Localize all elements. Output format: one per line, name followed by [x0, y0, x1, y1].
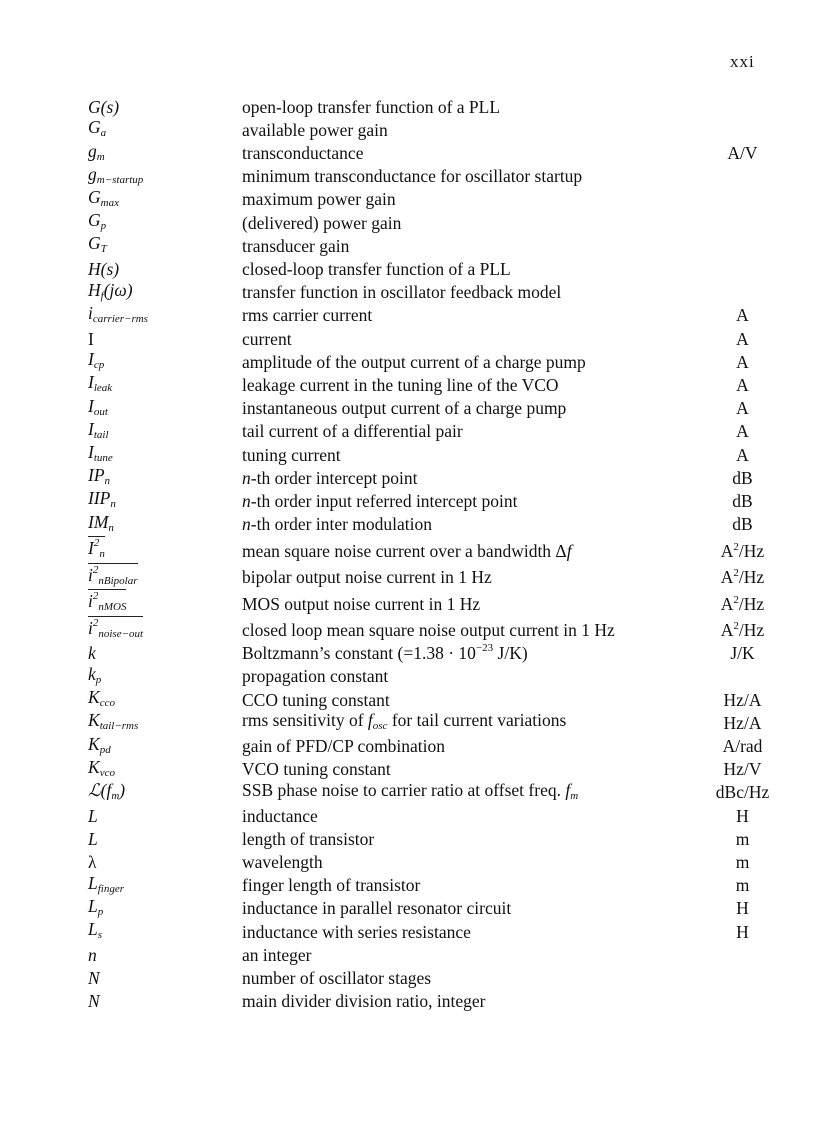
unit: m	[735, 875, 750, 896]
list-item	[88, 325, 788, 348]
description: transfer function in oscillator feedback model	[242, 282, 562, 303]
list-item	[88, 825, 788, 848]
list-item	[88, 394, 788, 417]
list-item	[88, 663, 788, 686]
symbol: $IM_n$	[88, 511, 114, 534]
description: current	[242, 328, 292, 349]
description: n-th order inter modulation	[242, 514, 433, 535]
symbol: $i_{carrier-rms}$	[88, 302, 148, 325]
symbol: $K_{vco}$	[88, 756, 115, 779]
description: mean square noise current over a bandwidth Δf	[242, 540, 572, 561]
symbol: $G_a$	[88, 117, 107, 140]
symbol: H(s)	[88, 259, 120, 279]
list-item	[88, 802, 788, 825]
symbol: $g_{m-startup}$	[88, 163, 144, 186]
unit: A	[736, 305, 749, 326]
symbol: $H_f(j\omega)$	[88, 279, 133, 302]
list-item	[88, 116, 788, 139]
symbol: $K_{cco}$	[88, 687, 115, 710]
list-item	[88, 163, 788, 186]
description: number of oscillator stages	[242, 967, 432, 988]
list-item	[88, 587, 788, 614]
unit: H	[736, 805, 749, 826]
unit: A	[736, 351, 749, 372]
symbol: λ	[88, 851, 97, 872]
unit: A	[736, 398, 749, 419]
unit: m	[735, 851, 750, 872]
symbol: $K_{pd}$	[88, 733, 111, 756]
description: finger length of transistor	[242, 875, 421, 896]
description: leakage current in the tuning line of the VCO	[242, 374, 559, 395]
description: tail current of a differential pair	[242, 421, 463, 442]
unit: dB	[732, 514, 753, 535]
list-item	[88, 418, 788, 441]
list-item	[88, 918, 788, 941]
unit: H	[736, 921, 749, 942]
symbol: $IP_n$	[88, 465, 111, 488]
list-item	[88, 640, 788, 663]
description: gain of PFD/CP combination	[242, 736, 446, 756]
symbol: I	[88, 328, 94, 349]
unit: H	[736, 898, 749, 919]
list-item	[88, 487, 788, 510]
description: (delivered) power gain	[242, 212, 402, 233]
symbol: $L_{finger}$	[88, 872, 125, 895]
unit: $A^2/Hz$	[720, 593, 765, 614]
description: inductance in parallel resonator circuit	[242, 898, 512, 919]
description: inductance	[242, 805, 318, 826]
symbol: $i^2_{noise-out}$	[88, 616, 144, 640]
unit: A/V	[727, 143, 758, 164]
list-item	[88, 510, 788, 533]
unit: dB	[732, 490, 753, 511]
list-item	[88, 534, 788, 561]
description: wavelength	[242, 851, 323, 872]
description: available power gain	[242, 119, 388, 140]
list-item	[88, 779, 788, 802]
list-item	[88, 848, 788, 871]
list-item	[88, 371, 788, 394]
unit: Hz/A	[723, 712, 762, 733]
unit: m	[735, 828, 750, 849]
list-item	[88, 464, 788, 487]
list-item	[88, 560, 788, 587]
unit: $A^2/Hz$	[720, 540, 765, 561]
unit: $A^2/Hz$	[720, 567, 765, 588]
unit: dB	[732, 467, 753, 488]
symbol: k	[88, 643, 96, 664]
list-item	[88, 255, 788, 278]
description: n-th order intercept point	[242, 467, 418, 488]
description: closed-loop transfer function of a PLL	[242, 259, 511, 279]
unit: J/K	[730, 643, 755, 664]
description: Boltzmann’s constant ($=1.38 \cdot 10^{-23}$ J/K)	[242, 642, 528, 664]
list-item	[88, 441, 788, 464]
unit: A	[736, 328, 749, 349]
symbol: $G_T$	[88, 233, 107, 256]
description: tuning current	[242, 444, 341, 465]
symbol: $K_{tail-rms}$	[88, 710, 139, 733]
description: VCO tuning constant	[242, 759, 391, 780]
unit: A/rad	[722, 736, 763, 756]
symbol: $G_p$	[88, 210, 107, 233]
description: main divider division ratio, integer	[242, 991, 486, 1012]
symbol: $I_{leak}$	[88, 372, 113, 395]
symbol: $G_{max}$	[88, 186, 119, 209]
description: propagation constant	[242, 666, 389, 687]
description: SSB phase noise to carrier ratio at offset freq. $f_m$	[242, 779, 579, 802]
symbol: $I^2_n$	[88, 537, 105, 561]
description: closed loop mean square noise output current in 1 Hz	[242, 620, 615, 641]
symbol: $ℒ(f_m)$	[88, 779, 126, 802]
list-item	[88, 232, 788, 255]
description: maximum power gain	[242, 189, 396, 210]
list-item	[88, 686, 788, 709]
symbol: $I_{tail}$	[88, 418, 109, 441]
symbol: $i^2_{nBipolar}$	[88, 563, 138, 587]
list-item	[88, 732, 788, 755]
list-item	[88, 895, 788, 918]
symbol: $I_{out}$	[88, 395, 108, 418]
description: minimum transconductance for oscillator startup	[242, 166, 583, 187]
symbol: $I_{cp}$	[88, 349, 105, 372]
description: length of transistor	[242, 828, 375, 849]
description: transducer gain	[242, 235, 350, 256]
symbol: N	[88, 991, 100, 1012]
page-number: xxi	[730, 52, 755, 71]
description: an integer	[242, 944, 312, 965]
list-item	[88, 139, 788, 162]
symbol: L	[88, 805, 98, 826]
symbol: G(s)	[88, 96, 120, 117]
list-item	[88, 93, 788, 116]
description: open-loop transfer function of a PLL	[242, 96, 501, 117]
description: inductance with series resistance	[242, 921, 471, 942]
list-item	[88, 987, 788, 1010]
symbol: $g_m$	[88, 140, 105, 163]
list-item	[88, 756, 788, 779]
symbol: $k_p$	[88, 663, 102, 686]
description: MOS output noise current in 1 Hz	[242, 593, 481, 614]
list-item	[88, 709, 788, 732]
symbol-list	[88, 93, 788, 1011]
unit: $A^2/Hz$	[720, 620, 765, 641]
list-item	[88, 279, 788, 302]
symbol: $I_{tune}$	[88, 442, 113, 464]
description: instantaneous output current of a charge pump	[242, 398, 567, 419]
symbol: n	[88, 944, 97, 965]
description: rms sensitivity of $f_{osc}$ for tail current variations	[242, 710, 567, 733]
unit: Hz/V	[723, 759, 762, 780]
unit: A	[736, 374, 749, 395]
unit: dBc/Hz	[715, 782, 770, 803]
list-item	[88, 964, 788, 987]
description: n-th order input referred intercept point	[242, 490, 518, 511]
description: rms carrier current	[242, 305, 373, 326]
symbol: $i^2_{nMOS}$	[88, 590, 127, 614]
unit: A	[736, 444, 749, 465]
description: CCO tuning constant	[242, 689, 390, 710]
list-item	[88, 302, 788, 325]
symbol: N	[88, 967, 100, 988]
symbol: L	[88, 828, 98, 849]
description: amplitude of the output current of a charge pump	[242, 351, 586, 372]
list-item	[88, 186, 788, 209]
list-item	[88, 941, 788, 964]
list-item	[88, 613, 788, 640]
list-item	[88, 348, 788, 371]
description: bipolar output noise current in 1 Hz	[242, 567, 492, 588]
unit: A	[736, 421, 749, 442]
list-item	[88, 209, 788, 232]
list-item	[88, 871, 788, 894]
symbol: $L_p$	[88, 895, 104, 918]
description: transconductance	[242, 143, 364, 164]
unit: Hz/A	[723, 689, 762, 710]
symbol: $IIP_n$	[88, 488, 116, 511]
symbol: $L_s$	[88, 919, 103, 941]
